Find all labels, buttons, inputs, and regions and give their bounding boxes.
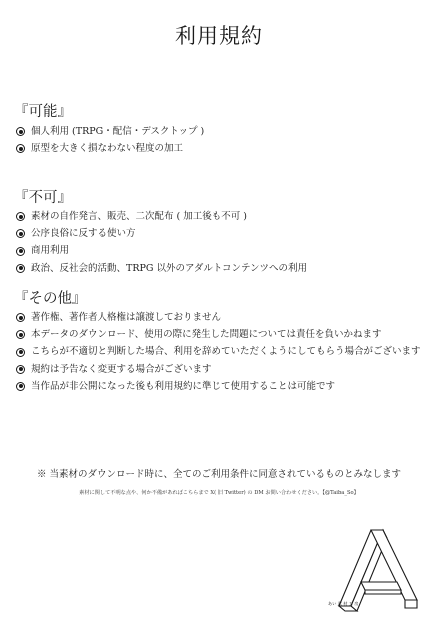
- list-item: 規約は予告なく変更する場合がございます: [16, 361, 421, 378]
- bullet-icon: [16, 330, 25, 339]
- section-heading-allowed: 『可能』: [14, 104, 72, 120]
- list-item: 当作品が非公開になった後も利用規約に準じて使用することは可能です: [16, 378, 421, 395]
- list-item: 素材の自作発言、販売、二次配布 ( 加工後も不可 ): [16, 208, 307, 225]
- section-heading-forbidden: 『不可』: [14, 190, 72, 206]
- section-heading-other: 『その他』: [14, 291, 87, 307]
- other-list: [16, 309, 421, 395]
- bullet-icon: [16, 212, 25, 221]
- bullet-icon: [16, 365, 25, 374]
- studio-logo-icon: [325, 520, 425, 612]
- bullet-icon: [16, 247, 25, 256]
- bullet-icon: [16, 264, 25, 273]
- bullet-icon: [16, 348, 25, 357]
- list-item: 原型を大きく損なわない程度の加工: [16, 140, 204, 157]
- list-item: 公序良俗に反する使い方: [16, 225, 307, 242]
- allowed-list: [16, 123, 204, 157]
- logo-text: あい 素 材 工 房: [328, 601, 359, 606]
- bullet-icon: [16, 144, 25, 153]
- list-item: 商用利用: [16, 242, 307, 259]
- list-item: こちらが不適切と判断した場合、利用を辞めていただくようにしてもらう場合がございます: [16, 343, 421, 360]
- list-item: 著作権、著作者人格権は譲渡しておりません: [16, 309, 421, 326]
- contact-note: 素材に関して不明な点や、何か不備があればこちらまで X( 旧 Twitter) の DM お問い合わせください。【@Taiba_So】: [79, 490, 359, 496]
- list-item: 政治、反社会的活動、TRPG 以外のアダルトコンテンツへの利用: [16, 260, 307, 277]
- bullet-icon: [16, 229, 25, 238]
- list-item: 本データのダウンロード、使用の際に発生した問題については責任を負いかねます: [16, 326, 421, 343]
- forbidden-list: [16, 208, 307, 277]
- list-item: 個人利用 (TRPG・配信・デスクトップ ): [16, 123, 204, 140]
- bullet-icon: [16, 382, 25, 391]
- bullet-icon: [16, 127, 25, 136]
- bullet-icon: [16, 313, 25, 322]
- page-title: 利用規約: [175, 24, 263, 48]
- agreement-notice: ※ 当素材のダウンロード時に、全てのご利用条件に同意されているものとみなします: [36, 469, 402, 480]
